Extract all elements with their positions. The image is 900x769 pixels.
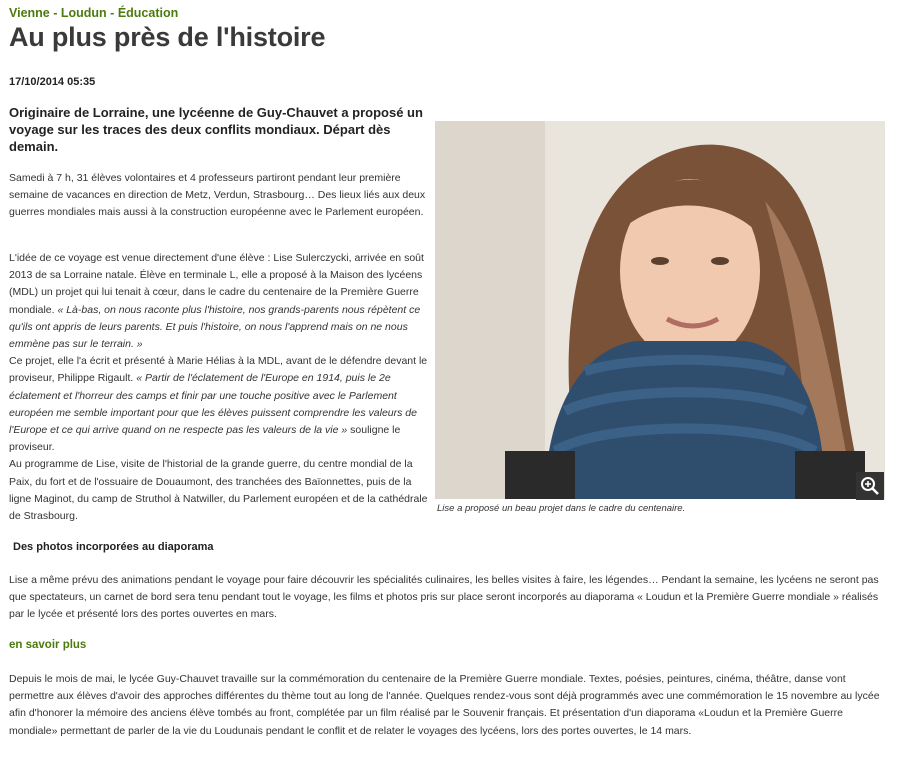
breadcrumb-item-education[interactable]: Éducation — [117, 6, 179, 20]
breadcrumb: Vienne - Loudun - Éducation — [9, 6, 179, 20]
paragraph-3: Lise a même prévu des animations pendant le voyage pour faire découvrir les spécialités culinaires, les belles visites à faire, les légendes… Pendant la semaine, les lycéens ne seront pas que spectateurs, un carnet de bord sera tenu pendant tout le voyage, les films et photos pris sur place seront incorporés au diaporama « Loudun et la Première Guerre mondiale » réalisés par le lycée et présenté lors des portes ouvertes en mars. — [9, 574, 879, 621]
photo-caption: Lise a proposé un beau projet dans le cadre du centenaire. — [437, 503, 686, 514]
paragraph-1: Samedi à 7 h, 31 élèves volontaires et 4 professeurs partiront pendant leur première semaine de vacances en direction de Metz, Verdun, Strasbourg… Des lieux liés aux deux guerres mondiales mais aussi à la construction européenne avec le Parlement européen. — [9, 172, 426, 219]
section-heading-photos: Des photos incorporées au diaporama — [13, 541, 214, 553]
article-lead: Originaire de Lorraine, une lycéenne de Guy-Chauvet a proposé un voyage sur les traces des deux conflits mondiaux. Départ dès demain. — [9, 105, 423, 154]
section-heading-learn-more: en savoir plus — [9, 639, 87, 651]
publish-date: 17/10/2014 05:35 — [9, 76, 96, 88]
paragraph-4: Depuis le mois de mai, le lycée Guy-Chauvet travaille sur la commémoration du centenaire de la Première Guerre mondiale. Textes, poésies, peintures, cinéma, théâtre, danse vont permettre aux élèves d'avoir des approches différentes du thème tout au long de l'année. Quelques rendez-vous sont déjà programmés avec une commémoration le 15 novembre au lycée afin d'honorer la mémoire des anciens élève tombés au front, complétée par un film réalisé par le Souvenir français. Et présentation d'un diaporama «Loudun et la Première Guerre mondiale» permettant de parler de la vie du Loudunais pendant le conflit et de relater le voyages des lycéens, lors des portes ouvertes, le 14 mars. — [9, 673, 880, 737]
article-photo[interactable] — [435, 121, 885, 499]
breadcrumb-item-vienne[interactable]: Vienne — [9, 6, 50, 20]
zoom-button[interactable] — [856, 472, 884, 500]
page-title: Au plus près de l'histoire — [9, 22, 326, 52]
portrait-image — [435, 121, 885, 499]
breadcrumb-item-loudun[interactable]: Loudun — [60, 6, 107, 20]
paragraph-2: L'idée de ce voyage est venue directement d'une élève : Lise Sulerczycki, arrivée en soût 2013 de sa Lorraine natale. Élève en terminale L, elle a proposé à la Maison des lycéens (MDL) un projet qui lui tenait à cœur, dans le cadre du centenaire de la Première Guerre mondiale. « Là-bas, on nous raconte plus l'histoire, nos grands-parents nous répètent ce qu'ils ont appris de leurs parents. Et puis l'histoire, on nous l'apprend mais on ne nous emmène pas sur le terrain. » Ce projet, elle l'a écrit et présenté à Marie Hélias à la MDL, avant de le défendre devant le proviseur, Philippe Rigault. « Partir de l'éclatement de l'Europe en 1914, puis le 2e éclatement et l'horreur des camps et finir par une touche positive avec le Parlement européen me semble important pour que les élèves puissent comprendre les valeurs de l'Europe et ce qui arrive quand on ne respecte pas les valeurs de la vie » souligne le proviseur. Au programme de Lise, visite de l'historial de la grande guerre, du centre mondial de la Paix, du fort et de l'ossuaire de Douaumont, des tranchées des Baïonnettes, puis de la ligne Maginot, du camp de Struthol à Natwiller, du Parlement européen et de la cathédrale de Strasbourg. — [9, 252, 428, 523]
zoom-in-icon — [860, 476, 880, 496]
